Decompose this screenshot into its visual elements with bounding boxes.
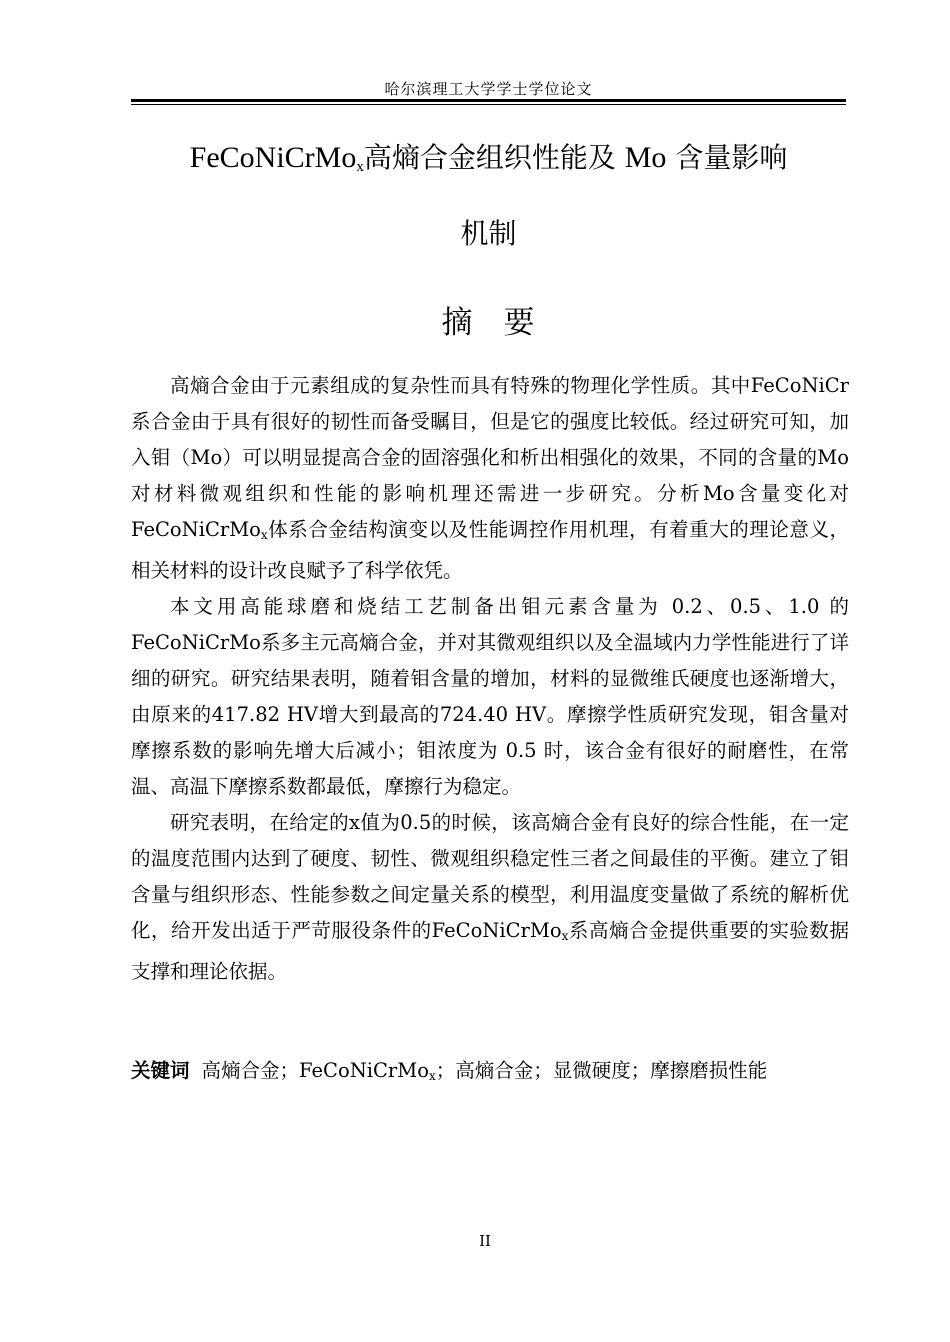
- abstract-paragraph-1: [131, 368, 849, 589]
- paragraph-3-text-b: 系高熵合金提供重要的实验数据支撑和理论依据。: [131, 919, 849, 983]
- title-formula-subscript: x: [356, 159, 364, 175]
- keyword-3: 高熵合金；显微硬度；摩擦磨损性能: [455, 1059, 768, 1082]
- title-formula: FeCoNiCrMo: [189, 141, 357, 174]
- title-suffix: 含量影响: [675, 141, 788, 174]
- keywords-label: 关键词: [131, 1059, 190, 1082]
- header-rule-thin: [131, 104, 846, 105]
- paragraph-3-text-a: 研究表明，在给定的x值为0.5的时候，该高熵合金有良好的综合性能，在一定的温度范围内达到了硬度、韧性、微观组织稳定性三者之间最佳的平衡。建立了钼含量与组织形态、性能参数之间定量关系的模型，利用温度变量做了系统的解析优化，给开发出适于严苛服役条件的FeCoNiCrMo: [131, 811, 849, 942]
- title-mo: Mo: [624, 141, 667, 174]
- abstract-paragraph-3: [131, 805, 849, 990]
- thesis-title-line1: [131, 136, 846, 176]
- paragraph-1-text-b: 体系合金结构演变以及性能调控作用机理，有着重大的理论意义，相关材料的设计改良赋予了科学依凭。: [131, 518, 849, 582]
- keyword-2-separator: ；: [435, 1059, 456, 1082]
- abstract-heading: [131, 297, 846, 342]
- keyword-2: FeCoNiCrMo: [299, 1059, 429, 1082]
- paragraph-1-text-a: 高熵合金由于元素组成的复杂性而具有特殊的物理化学性质。其中FeCoNiCr系合金由于具有很好的韧性而备受瞩目，但是它的强度比较低。经过研究可知，加入钼（Mo）可以明显提高合金的固溶强化和析出相强化的效果，不同的含量的Mo对材料微观组织和性能的影响机理还需进一步研究。分析Mo含量变化对FeCoNiCrMo: [131, 374, 849, 541]
- keyword-2-subscript: x: [428, 1069, 436, 1083]
- abstract-heading-char1: 摘: [441, 305, 474, 341]
- thesis-title-line2: 机制: [460, 217, 517, 250]
- page-number: II: [479, 1232, 491, 1250]
- header-rule-thick: [131, 99, 846, 102]
- abstract-heading-char2: 要: [503, 305, 536, 341]
- paragraph-1-subscript: x: [260, 528, 268, 542]
- abstract-paragraph-2: 本文用高能球磨和烧结工艺制备出钼元素含量为 0.2、0.5、1.0 的FeCoNiCrMo系多主元高熵合金，并对其微观组织以及全温域内力学性能进行了详细的研究。研究结果表明，随着钼含量的增加，材料的显微维氏硬度也逐渐增大，由原来的417.82 HV增大到最高的724.40 HV。摩擦学性质研究发现，钼含量对摩擦系数的影响先增大后减小；钼浓度为 0.5 时，该合金有很好的耐磨性，在常温、高温下摩擦系数都最低，摩擦行为稳定。: [131, 595, 849, 798]
- keyword-1: 高熵合金；: [201, 1059, 300, 1082]
- running-header: 哈尔滨理工大学学士学位论文: [384, 80, 593, 98]
- keywords-line: [131, 1056, 849, 1091]
- title-middle: 高熵合金组织性能及: [363, 141, 616, 174]
- paragraph-3-subscript: x: [561, 929, 569, 943]
- abstract-body: [131, 368, 849, 990]
